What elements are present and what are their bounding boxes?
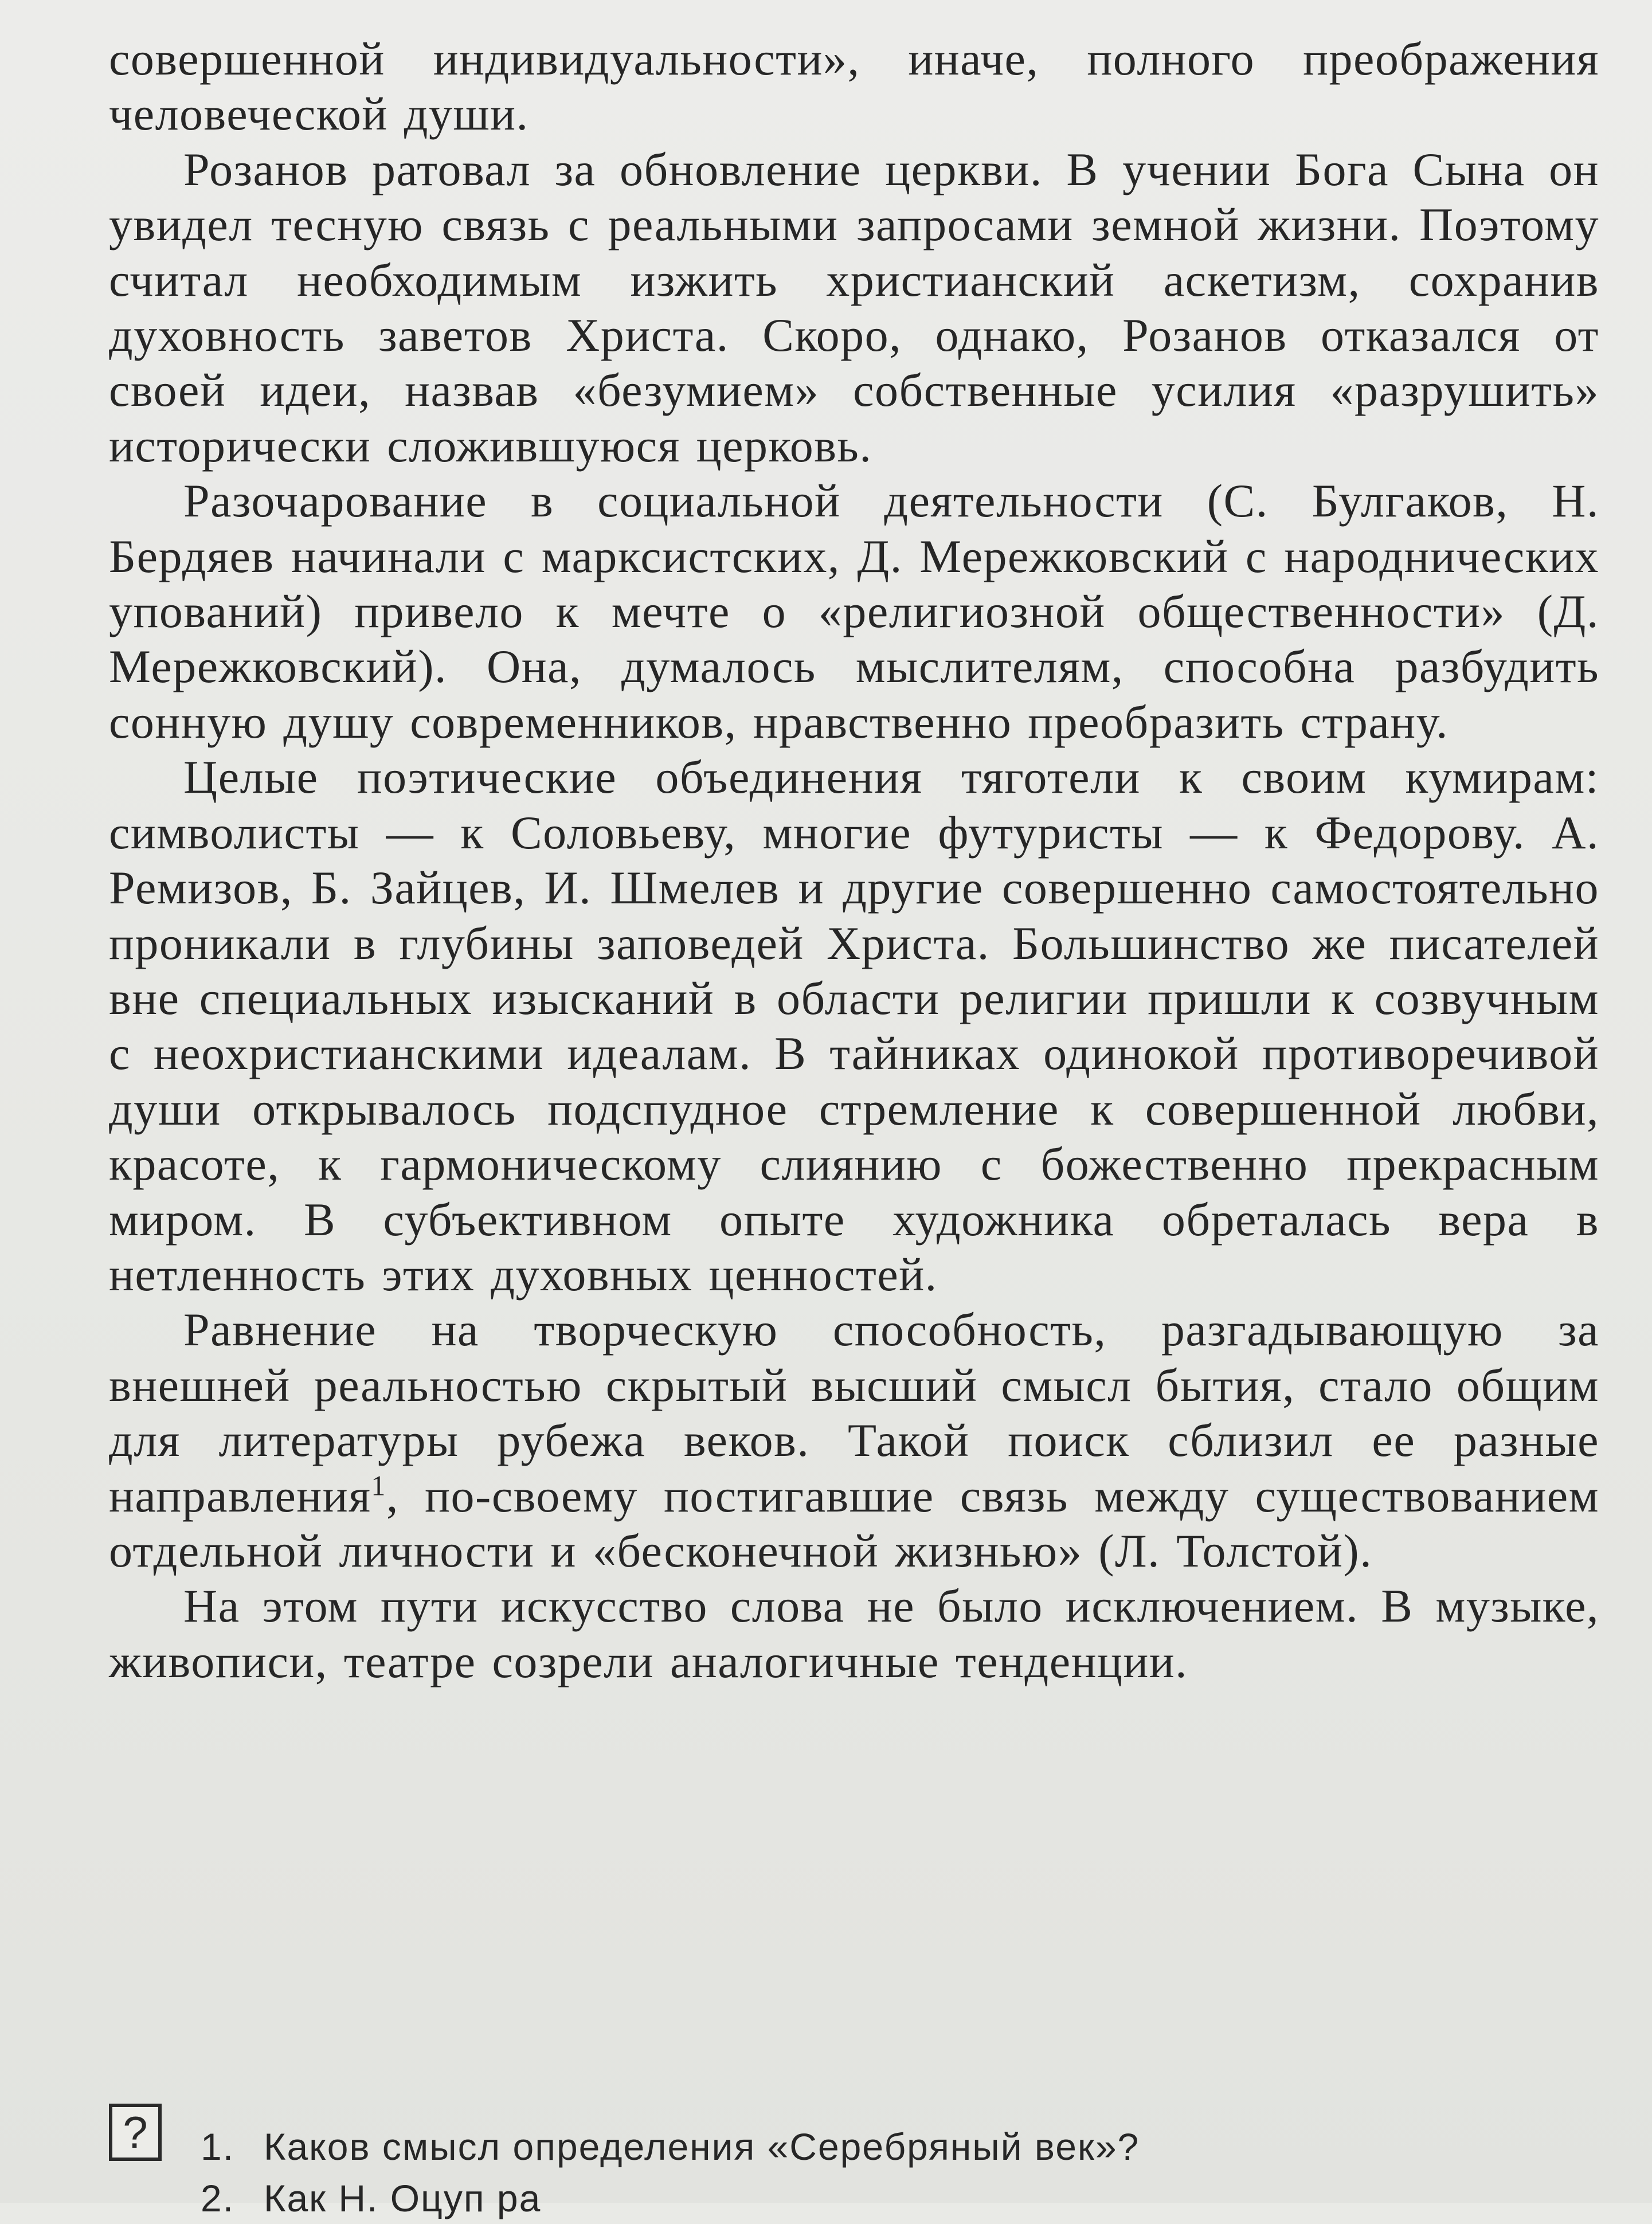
question-number: 2.: [201, 2177, 235, 2219]
question-item: [201, 2121, 1576, 2172]
paragraph-5-text-before-note: Равнение на творческую способность, разгадывающую за внешней реальностью скрытый высший смысл бытия, стало общим для литературы рубежа веков. Такой поиск сблизил ее разные направления: [109, 1303, 1599, 1522]
paragraph-6: На этом пути искусство слова не было исключением. В музыке, живописи, театре созрели аналогичные тенденции.: [109, 1580, 1599, 1687]
paragraph-1: совершенной индивидуальности», иначе, полного преображения человеческой души.: [109, 33, 1599, 140]
question-number: 1.: [201, 2125, 235, 2168]
questions-list: [201, 2121, 1576, 2224]
question-text: Как Н. Оцуп ра: [264, 2177, 542, 2219]
paragraph-5-text-after-note: , по-своему постигавшие связь между существованием отдельной личности и «бесконечной жизнью» (Л. Толстой).: [109, 1469, 1599, 1577]
body-text: [109, 32, 1599, 1689]
paragraph-4: Целые поэтические объединения тяготели к своим кумирам: символисты — к Соловьеву, многие футуристы — к Федорову. А. Ремизов, Б. Зайцев, И. Шмелев и другие совершенно самостоятельно проникали в глубины заповедей Христа. Большинство же писателей вне специальных изысканий в области религии пришли к созвучным с неохристианскими идеалам. В тайниках одинокой противоречивой души открывалось подспудное стремление к совершенной любви, красоте, к гармоническому слиянию с божественно прекрасным миром. В субъективном опыте художника обреталась вера в нетленность этих духовных ценностей.: [109, 751, 1599, 1301]
question-text: Каков смысл определения «Серебряный век»?: [264, 2125, 1140, 2168]
paragraph-3: Разочарование в социальной деятельности (С. Булгаков, Н. Бердяев начинали с марксистских, Д. Мережковский с народнических упований) привело к мечте о «религиозной общественности» (Д. Мережковский). Она, думалось мыслителям, способна разбудить сонную душу современников, нравственно преобразить страну.: [109, 475, 1599, 748]
paragraph-2: Розанов ратовал за обновление церкви. В учении Бога Сына он увидел тесную связь с реальными запросами земной жизни. Поэтому считал необходимым изжить христианский аскетизм, сохранив духовность заветов Христа. Скоро, однако, Розанов отказался от своей идеи, назвав «безумием» собственные усилия «разрушить» исторически сложившуюся церковь.: [109, 143, 1599, 472]
paragraph-5: [109, 1302, 1599, 1579]
question-mark-box-icon: ?: [109, 2104, 162, 2161]
footnote-mark: 1: [371, 1469, 386, 1502]
question-item: [201, 2172, 1576, 2224]
